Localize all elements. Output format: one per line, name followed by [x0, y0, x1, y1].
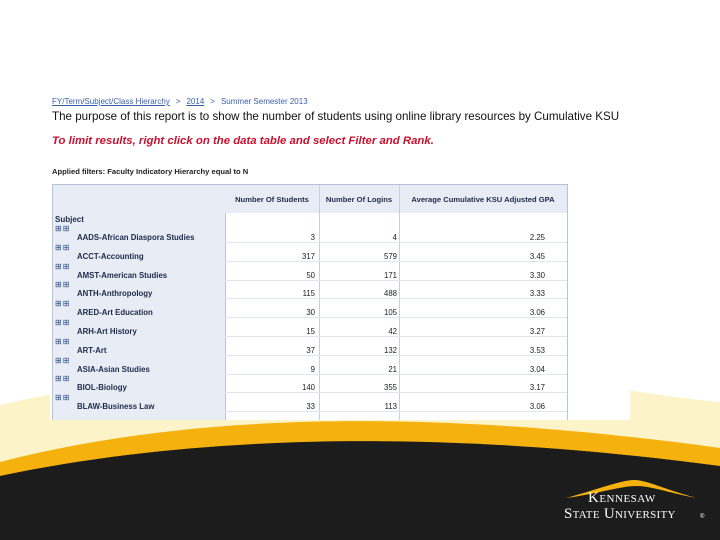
column-header-students[interactable]: Number Of Students — [225, 185, 320, 213]
expand-icon[interactable]: ⊞⊞ — [55, 374, 71, 384]
table-row[interactable] — [53, 318, 567, 337]
cell-students: 33 — [306, 402, 315, 412]
breadcrumb-link[interactable]: FY/Term/Subject/Class Hierarchy — [52, 97, 170, 106]
cell-gpa: 3.27 — [529, 327, 545, 336]
registered-mark: ® — [700, 514, 705, 520]
logo-text-kennesaw: Kennesaw — [588, 490, 656, 506]
cell-gpa: 3.04 — [529, 364, 545, 374]
cell-students: 9 — [310, 364, 315, 374]
subject-label: ANTH-Anthropology — [77, 289, 153, 299]
cell-students: 50 — [306, 270, 315, 280]
cell-students: 15 — [306, 327, 315, 336]
subject-label: ART-Art — [77, 345, 107, 355]
cell-gpa: 3.45 — [529, 251, 545, 261]
cell-students: 3 — [310, 233, 315, 242]
applied-filters-text: Applied filters: Faculty Indicatory Hierarchy equal to N — [52, 167, 249, 176]
subject-label: BIOL-Biology — [77, 383, 127, 393]
cell-students: 140 — [301, 383, 315, 393]
cell-logins: 4 — [392, 233, 397, 242]
table-row[interactable] — [53, 280, 567, 299]
cell-students: 37 — [306, 345, 315, 355]
filter-instruction-text: To limit results, right click on the data table and select Filter and Rank. — [52, 135, 434, 147]
cell-gpa: 3.17 — [529, 383, 545, 393]
cell-gpa: 3.30 — [529, 270, 545, 280]
breadcrumb-current: Summer Semester 2013 — [220, 97, 308, 106]
column-header-gpa[interactable]: Average Cumulative KSU Adjusted GPA — [399, 185, 567, 213]
cell-gpa: 3.06 — [529, 308, 545, 318]
breadcrumb-separator: > — [175, 97, 181, 106]
breadcrumb — [52, 97, 314, 106]
cell-gpa: 3.33 — [529, 289, 545, 299]
cell-gpa: 3.53 — [529, 345, 545, 355]
subject-label: AADS-African Diaspora Studies — [77, 233, 195, 242]
report-purpose-text: The purpose of this report is to show the number of students using online library resources by Cumulative KSU — [52, 110, 620, 123]
table-row[interactable] — [53, 243, 567, 262]
cell-gpa: 2.25 — [529, 233, 545, 242]
row-divider — [225, 411, 567, 412]
table-row[interactable] — [53, 262, 567, 281]
ksu-logo — [560, 478, 710, 528]
expand-icon[interactable]: ⊞⊞ — [55, 318, 71, 327]
cell-gpa: 3.06 — [529, 402, 545, 412]
subject-label: ACCT-Accounting — [77, 251, 144, 261]
subject-label: AMST-American Studies — [77, 270, 168, 280]
subject-label: BLAW-Business Law — [77, 402, 155, 412]
cell-students: 30 — [306, 308, 315, 318]
cell-logins: 355 — [383, 383, 397, 393]
expand-icon[interactable]: ⊞⊞ — [55, 280, 71, 290]
expand-icon[interactable]: ⊞⊞ — [55, 299, 71, 309]
cell-logins: 113 — [384, 402, 397, 412]
subject-label: ARED-Art Education — [77, 308, 153, 318]
logo-text-state-university: State University — [564, 506, 676, 522]
cell-logins: 488 — [383, 289, 397, 299]
expand-icon[interactable]: ⊞⊞ — [55, 393, 71, 403]
cell-logins: 132 — [383, 345, 397, 355]
breadcrumb-separator: > — [210, 97, 215, 106]
column-header-logins[interactable]: Number Of Logins — [319, 185, 400, 213]
expand-icon[interactable]: ⊞⊞ — [55, 261, 71, 271]
expand-icon[interactable]: ⊞⊞ — [55, 224, 71, 233]
report-screenshot — [50, 90, 630, 420]
expand-icon[interactable]: ⊞⊞ — [55, 336, 71, 346]
cell-logins: 579 — [383, 251, 397, 261]
table-row[interactable] — [53, 374, 567, 393]
cell-logins: 105 — [383, 308, 397, 318]
cell-logins: 42 — [388, 327, 397, 336]
expand-icon[interactable]: ⊞⊞ — [55, 242, 71, 252]
cell-logins: 21 — [388, 364, 397, 374]
data-table[interactable] — [52, 184, 568, 420]
cell-logins: 171 — [383, 270, 397, 280]
table-row[interactable] — [53, 224, 567, 243]
table-row[interactable] — [53, 299, 567, 318]
breadcrumb-link[interactable]: 2014 — [186, 97, 205, 106]
table-row[interactable] — [53, 337, 567, 356]
table-row[interactable] — [53, 356, 567, 375]
subject-label: ASIA-Asian Studies — [77, 364, 150, 374]
cell-students: 115 — [302, 289, 315, 299]
subject-header[interactable]: Subject — [55, 215, 84, 224]
cell-students: 317 — [301, 251, 315, 261]
table-row[interactable] — [53, 393, 567, 412]
expand-icon[interactable]: ⊞⊞ — [55, 355, 71, 365]
subject-label: ARH-Art History — [77, 327, 137, 336]
